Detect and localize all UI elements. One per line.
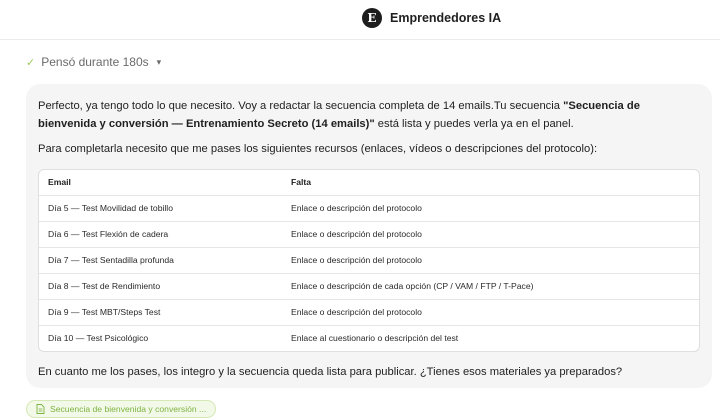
document-icon bbox=[36, 404, 45, 414]
table-header-row bbox=[39, 170, 699, 195]
brand-logo-icon: E bbox=[362, 8, 382, 28]
brand-name: Emprendedores IA bbox=[390, 11, 502, 25]
artifact-chip[interactable] bbox=[26, 400, 216, 418]
request-paragraph: Para completarla necesito que me pases los siguientes recursos (enlaces, vídeos o descripciones del protocolo): bbox=[38, 143, 598, 155]
table-row bbox=[39, 221, 699, 247]
closing-paragraph: En cuanto me los pases, los integro y la secuencia queda lista para publicar. ¿Tienes esos materiales ya preparados? bbox=[38, 365, 623, 378]
table-header-email: Email bbox=[48, 177, 71, 187]
table-row bbox=[39, 273, 699, 299]
table-row bbox=[39, 247, 699, 273]
table-row bbox=[39, 195, 699, 221]
thought-label: Pensó durante 180s bbox=[41, 55, 149, 69]
table-cell-missing: Enlace o descripción de cada opción (CP / VAM / FTP / T-Pace) bbox=[291, 281, 534, 291]
chevron-down-icon: ▾ bbox=[156, 56, 162, 67]
table-cell-email: Día 8 — Test de Rendimiento bbox=[48, 281, 161, 291]
table-cell-email: Día 10 — Test Psicológico bbox=[48, 333, 149, 343]
table-row bbox=[39, 325, 699, 351]
resources-table bbox=[38, 169, 700, 352]
table-cell-email: Día 6 — Test Flexión de cadera bbox=[48, 229, 169, 239]
table-cell-missing: Enlace al cuestionario o descripción del test bbox=[291, 333, 459, 343]
table-cell-missing: Enlace o descripción del protocolo bbox=[291, 203, 422, 213]
brand[interactable] bbox=[362, 8, 501, 28]
top-bar bbox=[0, 0, 720, 40]
artifact-chip-label: Secuencia de bienvenida y conversión ... bbox=[50, 404, 207, 414]
table-header-missing: Falta bbox=[291, 177, 312, 187]
table-cell-email: Día 7 — Test Sentadilla profunda bbox=[48, 255, 174, 265]
sequence-title: "Secuencia de bienvenida y conversión — Entrenamiento Secreto (14 emails)" bbox=[38, 100, 640, 130]
table-cell-missing: Enlace o descripción del protocolo bbox=[291, 307, 422, 317]
table-cell-email: Día 9 — Test MBT/Steps Test bbox=[48, 307, 161, 317]
intro-text: Perfecto, ya tengo todo lo que necesito. Voy a redactar la secuencia completa de 14 emails.Tu secuencia bbox=[38, 100, 564, 112]
table-cell-missing: Enlace o descripción del protocolo bbox=[291, 229, 422, 239]
intro-paragraph bbox=[38, 98, 700, 133]
table-cell-email: Día 5 — Test Movilidad de tobillo bbox=[48, 203, 173, 213]
table-cell-missing: Enlace o descripción del protocolo bbox=[291, 255, 422, 265]
check-icon: ✓ bbox=[26, 56, 36, 69]
thought-toggle[interactable] bbox=[26, 55, 161, 69]
intro-tail: está lista y puedes verla ya en el panel. bbox=[374, 117, 574, 130]
assistant-message bbox=[26, 84, 712, 388]
table-row bbox=[39, 299, 699, 325]
